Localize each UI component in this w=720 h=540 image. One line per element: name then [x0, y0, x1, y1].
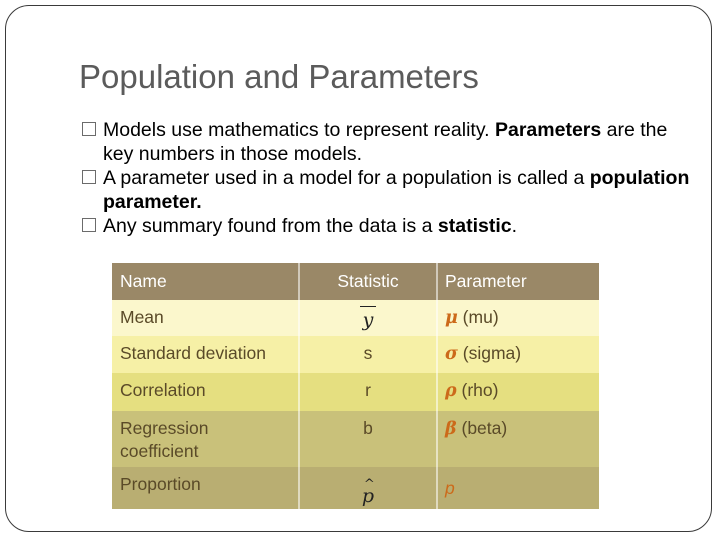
row-statistic — [299, 467, 437, 509]
header-name: Name — [120, 271, 167, 291]
statistics-table — [112, 263, 599, 509]
header-statistic: Statistic — [337, 271, 399, 291]
parameter-text: (rho) — [456, 380, 499, 400]
row-name: Mean — [120, 307, 164, 327]
row-parameter — [437, 336, 599, 373]
parameter-symbol: p — [445, 478, 455, 498]
row-name: Correlation — [120, 380, 206, 400]
column-divider — [436, 467, 438, 509]
column-divider — [298, 263, 300, 300]
bullet-bold-text: statistic — [437, 215, 512, 237]
row-statistic — [299, 300, 437, 336]
bullet-item — [82, 166, 692, 214]
row-statistic: b — [363, 418, 373, 438]
bullet-bold-text: population parameter. — [103, 167, 690, 213]
slide-title: Population and Parameters — [79, 58, 479, 95]
bullet-text: Models use mathematics to represent reality. — [103, 119, 495, 141]
parameter-text: (beta) — [456, 418, 508, 438]
parameter-text: (mu) — [457, 307, 499, 327]
bullet-bold-text: Parameters — [494, 119, 602, 141]
column-divider — [298, 411, 300, 467]
parameter-symbol: β — [445, 419, 457, 439]
table-row — [112, 411, 599, 467]
p-hat-symbol: ^ p — [362, 485, 374, 508]
column-divider — [298, 336, 300, 373]
table-row — [112, 336, 599, 373]
y-bar-symbol: y — [362, 309, 374, 331]
row-statistic: r — [365, 380, 371, 400]
column-divider — [436, 336, 438, 373]
table-row — [112, 373, 599, 411]
row-name: Proportion — [120, 474, 201, 494]
bullet-text: Any summary found from the data is a — [103, 215, 438, 237]
column-divider — [298, 300, 300, 336]
column-divider — [436, 300, 438, 336]
row-name: Standard deviation — [120, 343, 266, 363]
parameter-symbol: ρ — [445, 381, 457, 401]
bullet-list — [82, 118, 692, 238]
bullet-text: A parameter used in a model for a population is called a — [103, 167, 590, 189]
table-header-row — [112, 263, 599, 300]
row-parameter — [437, 411, 599, 467]
parameter-text: (sigma) — [457, 343, 522, 363]
row-parameter — [437, 300, 599, 336]
row-parameter — [437, 467, 599, 509]
checkbox-bullet-icon — [82, 122, 96, 136]
parameter-symbol: μ — [445, 308, 458, 328]
bullet-item — [82, 118, 692, 166]
bullet-text: are the key numbers in those models. — [103, 119, 668, 165]
column-divider — [298, 467, 300, 509]
column-divider — [298, 373, 300, 411]
parameter-symbol: σ — [445, 344, 458, 364]
row-name: Regression coefficient — [120, 418, 209, 461]
bullet-text: . — [511, 215, 518, 237]
column-divider — [436, 263, 438, 300]
checkbox-bullet-icon — [82, 218, 96, 232]
column-divider — [436, 373, 438, 411]
checkbox-bullet-icon — [82, 170, 96, 184]
row-parameter — [437, 373, 599, 411]
column-divider — [436, 411, 438, 467]
table-row — [112, 300, 599, 336]
header-parameter: Parameter — [445, 271, 527, 291]
bullet-item — [82, 214, 692, 238]
row-statistic: s — [363, 343, 373, 363]
table-row — [112, 467, 599, 509]
